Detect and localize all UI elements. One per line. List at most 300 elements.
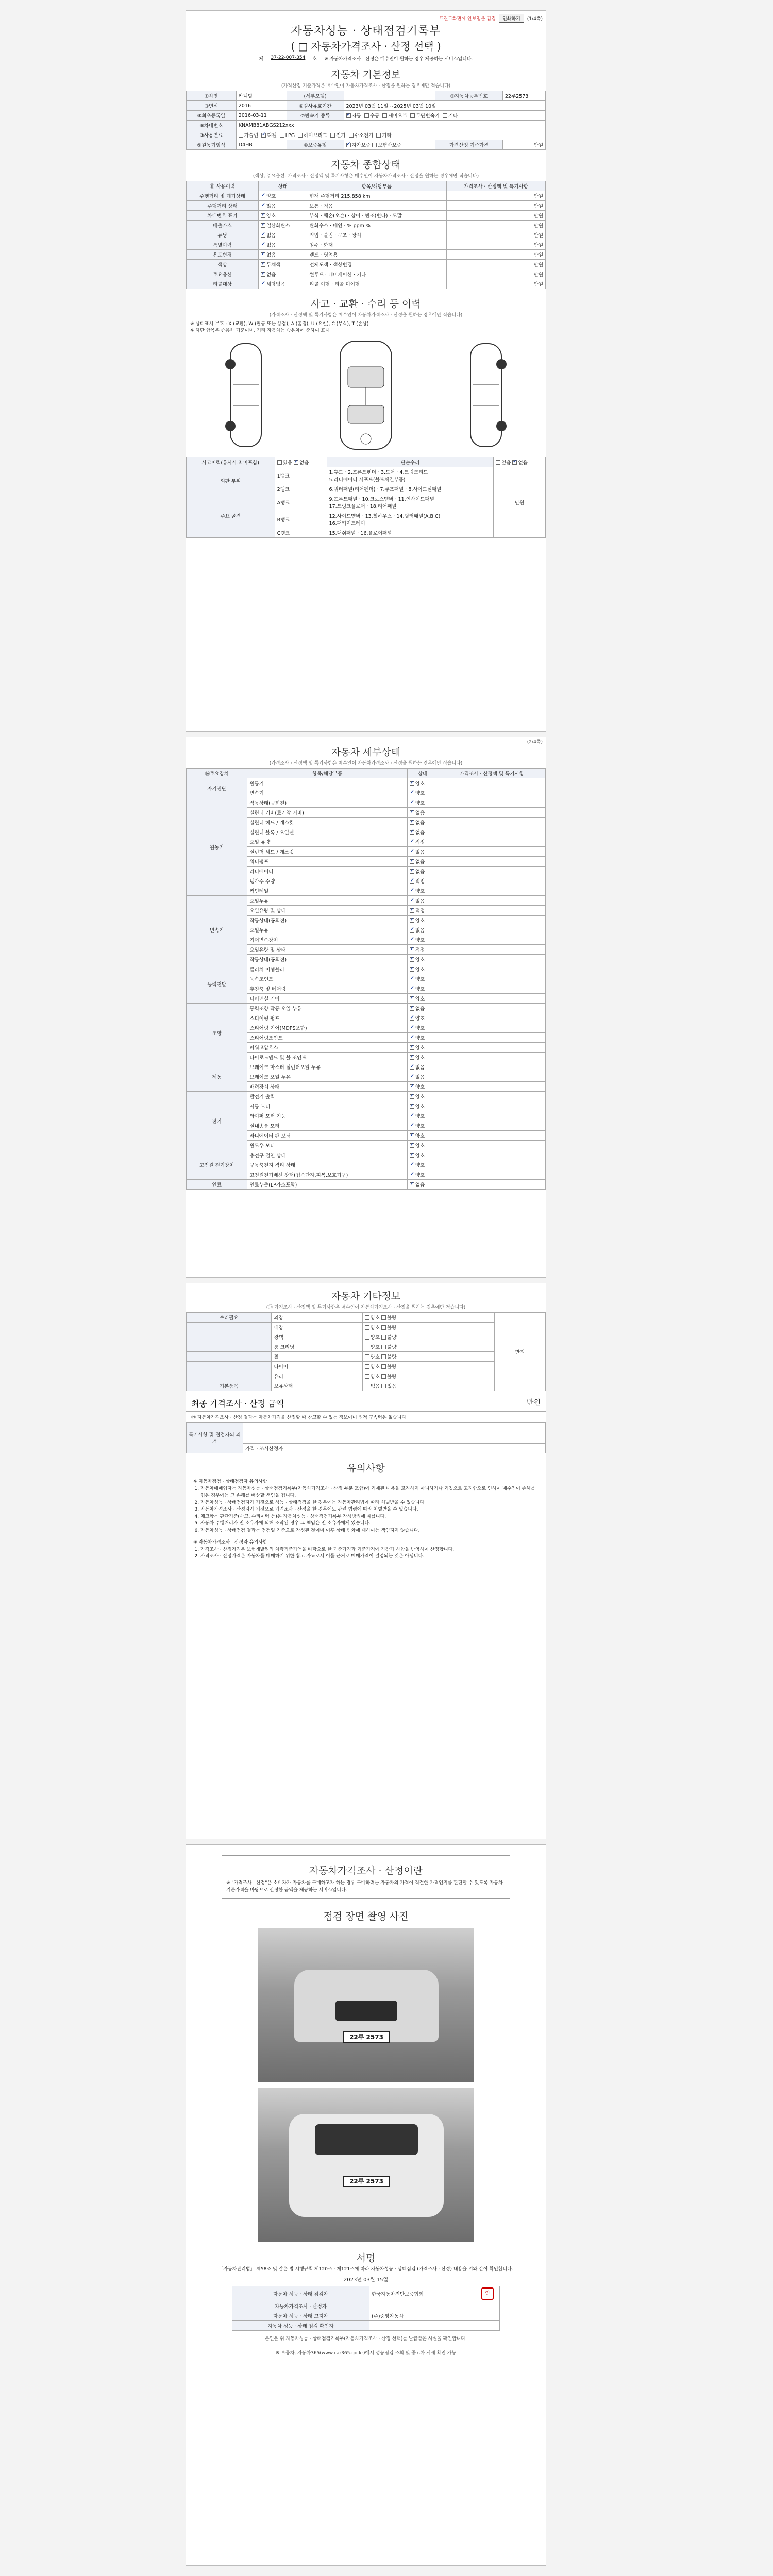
accident-table: [186, 457, 546, 538]
doc-meta: [186, 55, 546, 62]
other-opt: [362, 1323, 494, 1332]
detail-note: (가격조사 · 산정액 및 특기사항은 매수인이 자동차가격조사 · 산정을 원하는 경우에만 적습니다): [269, 761, 463, 766]
fuel-options: [236, 130, 545, 140]
other-row: [187, 1381, 546, 1391]
check-icon: [410, 1133, 414, 1138]
status-item: 용도변경: [187, 250, 259, 260]
check-icon: [410, 977, 414, 981]
check-icon: [410, 1065, 414, 1070]
other-title: 자동차 기타정보: [331, 1291, 401, 1302]
detail-state-text: 적정: [415, 947, 425, 953]
status-detail: 부식 · 훼손(오손) · 상이 · 변조(변타) · 도말: [307, 211, 446, 221]
other-item: 광택: [272, 1332, 362, 1342]
engine: D4HB: [236, 140, 287, 150]
detail-state: [407, 1062, 438, 1072]
detail-item: 디퍼렌셜 기어: [247, 994, 407, 1004]
basic-title: 자동차 기본정보: [331, 69, 401, 80]
detail-state-text: 양호: [415, 1173, 425, 1178]
vin: KNAMB81ABGS212xxx: [236, 121, 545, 130]
detail-state-text: 양호: [415, 889, 425, 894]
status-h2: 항목/해당부품: [307, 181, 446, 191]
status-row: [187, 279, 546, 289]
other-group: 기본품목: [187, 1381, 272, 1391]
final-note: ⑲ 자동차가격조사 · 산정 결과는 자동차가격을 산정할 때 참고할 수 있는 정보이며 법적 구속력은 없습니다.: [191, 1415, 408, 1420]
detail-price: [438, 1150, 546, 1160]
detail-price: [438, 827, 546, 837]
check-icon: [410, 850, 414, 854]
other-group: [187, 1362, 272, 1371]
other-opt1: 양호: [370, 1374, 380, 1380]
detail-group: 원동기: [187, 798, 247, 896]
check-icon: [410, 820, 414, 825]
warranty-options: [344, 140, 435, 150]
check-icon: [410, 987, 414, 991]
rank1-items2-text: 5.라디에이터 서포트(볼트체결부품): [329, 477, 406, 483]
status-table: [186, 181, 546, 289]
detail-h0: ⑯주요장치: [187, 769, 247, 778]
detail-state: [407, 1131, 438, 1141]
doc-title-box: [186, 22, 546, 53]
status-state-text: 일산화탄소: [266, 223, 290, 229]
detail-price: [438, 798, 546, 808]
checkbox-icon: [381, 1325, 386, 1330]
detail-state-text: 양호: [415, 967, 425, 973]
status-detail: 보통 · 적음: [307, 201, 446, 211]
detail-state: [407, 1053, 438, 1062]
other-opt1: 양호: [370, 1354, 380, 1360]
fuel-ev: 전기: [336, 133, 346, 139]
check-icon: [410, 908, 414, 913]
detail-item: 실린더 헤드 / 개스킷: [247, 847, 407, 857]
status-item: 색상: [187, 260, 259, 269]
basic-note: (가격산정 기준가격은 매수인이 자동차가격조사 · 산정을 원하는 경우에만 적습니다): [281, 83, 451, 89]
detail-item: 실린더 헤드 / 개스킷: [247, 818, 407, 827]
detail-item: 오일유량 및 상태: [247, 945, 407, 955]
sign-name: 한국자동차진단보증협회: [369, 2286, 479, 2301]
checkbox-icon: [239, 133, 243, 138]
detail-state-text: 양호: [415, 1133, 425, 1139]
status-h1: 상태: [258, 181, 307, 191]
detail-h2: 상태: [407, 769, 438, 778]
submodel-label: (세부모델): [287, 91, 344, 101]
detail-row: [187, 798, 546, 808]
check-icon: [261, 233, 265, 238]
sign-table: [232, 2286, 500, 2331]
checkbox-icon: [349, 133, 354, 138]
detail-row: [187, 1092, 546, 1101]
detail-item: 발전기 출력: [247, 1092, 407, 1101]
detail-item: 동력조향 작동 오일 누유: [247, 1004, 407, 1013]
other-item: 룸 크리닝: [272, 1342, 362, 1352]
detail-item: 시동 모터: [247, 1101, 407, 1111]
detail-price: [438, 945, 546, 955]
status-detail: 리콜 이행 · 리콜 미이행: [307, 279, 446, 289]
status-state-text: 없음: [266, 252, 276, 258]
rank1-items: [327, 467, 494, 484]
other-item: 유리: [272, 1371, 362, 1381]
checkbox-icon: [410, 113, 415, 118]
detail-price: [438, 837, 546, 847]
detail-item: 타이로드엔드 및 볼 조인트: [247, 1053, 407, 1062]
detail-state: [407, 935, 438, 945]
detail-state-text: 양호: [415, 1055, 425, 1061]
status-price: 만원: [446, 279, 545, 289]
checkbox-icon: [381, 1315, 386, 1320]
checkbox-icon: [277, 460, 282, 465]
detail-item: 배력장치 상태: [247, 1082, 407, 1092]
detail-price: [438, 984, 546, 994]
detail-item: 오일유량 및 상태: [247, 906, 407, 916]
sign-name: (주)중앙자동차: [369, 2311, 479, 2321]
header-actions: [439, 14, 543, 23]
status-detail: 현재 주행거리 215,858 km: [307, 191, 446, 201]
check-icon: [410, 938, 414, 942]
detail-item: 작동상태(공회전): [247, 798, 407, 808]
plate-number: 22루2573: [502, 91, 545, 101]
detail-group: 연료: [187, 1180, 247, 1190]
detail-state-text: 없음: [415, 830, 425, 836]
detail-item: 오일누유: [247, 896, 407, 906]
status-state-text: 없음: [266, 233, 276, 239]
doc-no-suffix: 호: [312, 57, 317, 62]
main-frame-title: 주요 골격: [187, 494, 275, 538]
detail-state: [407, 1082, 438, 1092]
detail-state: [407, 955, 438, 964]
warranty-label: ⑩보증유형: [287, 140, 344, 150]
check-icon: [261, 133, 266, 138]
checkbox-icon: [381, 1384, 386, 1388]
check-icon: [410, 947, 414, 952]
doc-notice: ※ 자동차가격조사 · 산정은 매수인이 원하는 경우 제공하는 서비스입니다.: [324, 57, 473, 62]
detail-state-text: 양호: [415, 1045, 425, 1051]
base-price-unit: 만원: [502, 140, 545, 150]
caution-item: 4. 체크항목 판단기준(사고, 수리이력 등)은 자동차성능 · 상태점검기록부 작성방법에 따릅니다.: [200, 1514, 539, 1521]
detail-price: [438, 857, 546, 867]
detail-item: 스티어링조인트: [247, 1033, 407, 1043]
checkbox-icon: [382, 113, 387, 118]
sign-stamp: [479, 2286, 500, 2301]
status-row: [187, 269, 546, 279]
status-price: 만원: [446, 191, 545, 201]
detail-state: [407, 1023, 438, 1033]
detail-price: [438, 847, 546, 857]
detail-state: [407, 847, 438, 857]
other-opt2: 불량: [387, 1345, 397, 1350]
repair-row-label: 단순수리: [327, 457, 494, 467]
other-opt: [362, 1381, 494, 1391]
warranty-insurance: 보험사보증: [378, 143, 402, 148]
rank2-label: 2랭크: [275, 484, 327, 494]
checkbox-icon: [381, 1364, 386, 1369]
sign-role: 자동차가격조사 · 산정자: [232, 2301, 369, 2311]
doc-no-value: 37-22-007-354: [271, 55, 306, 60]
stamp-icon: 인: [481, 2287, 494, 2300]
detail-state: [407, 1150, 438, 1160]
detail-state: [407, 916, 438, 925]
detail-state-text: 없음: [415, 899, 425, 904]
checkbox-icon: [381, 1354, 386, 1359]
status-detail: 탄화수소 · 매연 · % ppm %: [307, 221, 446, 230]
detail-state: [407, 1111, 438, 1121]
sign-name: [369, 2301, 479, 2311]
detail-item: 와이퍼 모터 기능: [247, 1111, 407, 1121]
detail-state-text: 양호: [415, 1104, 425, 1110]
acc-no: 없음: [299, 460, 309, 466]
panel-title: 외판 부위: [187, 467, 275, 494]
check-icon: [410, 879, 414, 884]
detail-row: [187, 896, 546, 906]
detail-item: 실린더 커버(로커암 커버): [247, 808, 407, 818]
detail-price: [438, 916, 546, 925]
status-item: 튜닝: [187, 230, 259, 240]
doc-subtitle: ( □ 자동차가격조사 · 산정 선택 ): [291, 40, 441, 53]
detail-price: [438, 994, 546, 1004]
detail-state-text: 없음: [415, 1006, 425, 1012]
detail-item: 실린더 블록 / 오일팬: [247, 827, 407, 837]
other-opt1: 양호: [370, 1345, 380, 1350]
detail-item: 추진축 및 베어링: [247, 984, 407, 994]
status-state: [258, 211, 307, 221]
other-opt: [362, 1362, 494, 1371]
other-item: 휠: [272, 1352, 362, 1362]
opt-auto: 자동: [351, 113, 361, 119]
detail-state-text: 양호: [415, 1143, 425, 1149]
other-opt2: 불량: [387, 1354, 397, 1360]
cautions-head2: ※ 자동차가격조사 · 산정자 유의사항: [193, 1540, 267, 1545]
cautions-box: [186, 1476, 546, 1564]
detail-state-text: 양호: [415, 977, 425, 982]
status-price: 만원: [446, 250, 545, 260]
detail-price: [438, 1053, 546, 1062]
detail-price: [438, 808, 546, 818]
checkbox-icon: [365, 1345, 369, 1349]
submodel: [344, 91, 435, 101]
fuel-diesel: 디젤: [267, 133, 277, 139]
rankB-text2: 16.패키지트레이: [329, 521, 365, 527]
detail-group: 조향: [187, 1004, 247, 1062]
status-state: [258, 240, 307, 250]
check-icon: [410, 1026, 414, 1030]
detail-state: [407, 818, 438, 827]
opt-cvt: 무단변속기: [416, 113, 440, 119]
fuel-label: ⑧사용연료: [187, 130, 237, 140]
rep-yes: 있음: [501, 460, 511, 466]
check-icon: [261, 272, 265, 277]
detail-state-text: 양호: [415, 1153, 425, 1159]
detail-item: 냉각수 수량: [247, 876, 407, 886]
check-icon: [410, 869, 414, 874]
inspection-label: ④검사유효기간: [287, 101, 344, 111]
check-icon: [261, 282, 265, 286]
check-icon: [410, 1124, 414, 1128]
detail-item: 워터펌프: [247, 857, 407, 867]
accident-options: [275, 457, 327, 467]
print-button[interactable]: 인쇄하기: [499, 14, 524, 23]
status-item: 리콜대상: [187, 279, 259, 289]
detail-price: [438, 925, 546, 935]
transmission-options: [344, 111, 546, 121]
detail-state: [407, 1170, 438, 1180]
other-row: [187, 1323, 546, 1332]
opt-other: 기타: [448, 113, 458, 119]
opt-semi: 세미오토: [388, 113, 408, 119]
plate-label: ②자동차등록번호: [435, 91, 502, 101]
check-icon: [410, 1153, 414, 1158]
sign-row: [232, 2311, 500, 2321]
accident-row-label: 사고이력(유사사고 미포함): [187, 457, 275, 467]
hide-print-link[interactable]: 프린트화면에 안보임을 감김: [439, 16, 496, 22]
checkbox-icon: [365, 1335, 369, 1340]
detail-state: [407, 1072, 438, 1082]
other-item: 내장: [272, 1323, 362, 1332]
status-state-text: 양호: [266, 213, 276, 219]
detail-state-text: 양호: [415, 1094, 425, 1100]
checkbox-icon: [298, 133, 303, 138]
detail-state-text: 양호: [415, 1016, 425, 1022]
fuel-hybrid: 하이브리드: [304, 133, 328, 139]
cautions-head1: ※ 자동차점검 · 상태점검자 유의사항: [193, 1479, 267, 1484]
status-detail: 렌트 · 영업용: [307, 250, 446, 260]
rear-window-shape: [315, 2124, 418, 2155]
rankA-items: [327, 494, 494, 511]
check-icon: [410, 1094, 414, 1099]
detail-state: [407, 925, 438, 935]
check-icon: [346, 143, 351, 147]
checkbox-icon: [381, 1345, 386, 1349]
other-group: [187, 1352, 272, 1362]
checkbox-icon: [372, 143, 377, 147]
other-table: [186, 1312, 546, 1391]
page-1: [186, 10, 546, 732]
detail-state-text: 없음: [415, 820, 425, 826]
fuel-h2: 수소전기: [354, 133, 374, 139]
detail-state: [407, 1033, 438, 1043]
check-icon: [410, 1055, 414, 1060]
caution-list-2: [193, 1547, 539, 1561]
detail-price: [438, 955, 546, 964]
detail-item: 오일누유: [247, 925, 407, 935]
detail-h3: 가격조사 · 산정액 및 특기사항: [438, 769, 546, 778]
sign-stamp: [479, 2311, 500, 2321]
checkbox-icon: [381, 1374, 386, 1379]
rank1-items-text: 1.후드 · 2.프론트펜더 · 3.도어 · 4.트렁크리드: [329, 470, 428, 476]
detail-price: [438, 788, 546, 798]
detail-state: [407, 778, 438, 788]
car-photo-front: [258, 1928, 474, 2082]
detail-state: [407, 896, 438, 906]
info-text: ※ "가격조사 · 산정"은 소비자가 자동차를 구매하고자 하는 경우 구매하려는 자동차의 가격이 적절한 가격인지를 판단할 수 있도록 자동차 기준가격을 바탕으로 산정한 금액을 제공하는 서비스입니다.: [226, 1880, 503, 1893]
sign-date: 2023년 03월 15일: [343, 2277, 389, 2283]
detail-price: [438, 876, 546, 886]
page-number: (1/4쪽): [527, 16, 543, 22]
checkbox-icon: [365, 1325, 369, 1330]
detail-state-text: 양호: [415, 1124, 425, 1129]
status-detail: 적법 · 불법 · 구조 · 장치: [307, 230, 446, 240]
sign-role: 자동차 성능 · 상태 고지자: [232, 2311, 369, 2321]
status-row: [187, 250, 546, 260]
detail-price: [438, 1082, 546, 1092]
other-row: [187, 1352, 546, 1362]
check-icon: [410, 1104, 414, 1109]
detail-price: [438, 1131, 546, 1141]
detail-state: [407, 808, 438, 818]
check-icon: [261, 252, 265, 257]
opt-manual: 수동: [369, 113, 380, 119]
status-state-text: 많음: [266, 204, 276, 209]
final-row: [186, 1395, 546, 1412]
detail-state: [407, 1013, 438, 1023]
detail-state-text: 없음: [415, 869, 425, 875]
detail-price: [438, 1160, 546, 1170]
final-unit: 만원: [526, 1399, 541, 1407]
accident-note: (가격조사 · 산정액 및 특기사항은 매수인이 자동차가격조사 · 산정을 원하는 경우에만 적습니다): [269, 313, 463, 318]
detail-state: [407, 1092, 438, 1101]
opinion-sub: 가격 · 조사산정자: [243, 1444, 546, 1453]
status-price: 만원: [446, 221, 545, 230]
check-icon: [410, 1045, 414, 1050]
detail-state-text: 양호: [415, 938, 425, 943]
other-opt1: 양호: [370, 1315, 380, 1321]
sign-role: 자동차 성능 · 상태 점검자: [232, 2286, 369, 2301]
status-row: [187, 201, 546, 211]
check-icon: [294, 460, 298, 465]
status-detail: 썬루프 · 네비게이션 · 기타: [307, 269, 446, 279]
detail-state-text: 적정: [415, 908, 425, 914]
status-row: [187, 221, 546, 230]
year-label: ③연식: [187, 101, 237, 111]
status-price: 만원: [446, 201, 545, 211]
car-photo-rear: [258, 2088, 474, 2242]
other-group: 수리필요: [187, 1313, 272, 1323]
rankB-label: B랭크: [275, 511, 327, 528]
detail-item: 등속조인트: [247, 974, 407, 984]
other-opt2: 불량: [387, 1315, 397, 1321]
status-state-text: 해당없음: [266, 282, 285, 287]
detail-item: 스티어링 펌프: [247, 1013, 407, 1023]
detail-item: 기어변속장치: [247, 935, 407, 945]
detail-price: [438, 886, 546, 896]
check-icon: [410, 899, 414, 903]
detail-item: 브레이크 오일 누유: [247, 1072, 407, 1082]
status-price: 만원: [446, 240, 545, 250]
check-icon: [410, 859, 414, 864]
status-row: [187, 230, 546, 240]
page-3: [186, 1283, 546, 1839]
car-top-icon: [325, 338, 407, 452]
status-state: [258, 191, 307, 201]
detail-state-text: 양호: [415, 1036, 425, 1041]
sign-row: [232, 2301, 500, 2311]
detail-item: 라디에이터 팬 모터: [247, 1131, 407, 1141]
check-icon: [410, 1143, 414, 1148]
detail-item: 작동상태(공회전): [247, 955, 407, 964]
other-item: 타이어: [272, 1362, 362, 1371]
other-group: [187, 1371, 272, 1381]
final-title: 최종 가격조사 · 산정 금액: [191, 1399, 284, 1409]
detail-state: [407, 837, 438, 847]
detail-state-text: 양호: [415, 987, 425, 992]
status-item: 주행거리 상태: [187, 201, 259, 211]
status-row: [187, 240, 546, 250]
detail-price: [438, 974, 546, 984]
other-group: [187, 1342, 272, 1352]
check-icon: [410, 781, 414, 786]
fuel-other: 기타: [382, 133, 392, 139]
check-icon: [261, 223, 265, 228]
detail-item: 원동기: [247, 778, 407, 788]
detail-state: [407, 876, 438, 886]
car-name-label: ①차명: [187, 91, 237, 101]
